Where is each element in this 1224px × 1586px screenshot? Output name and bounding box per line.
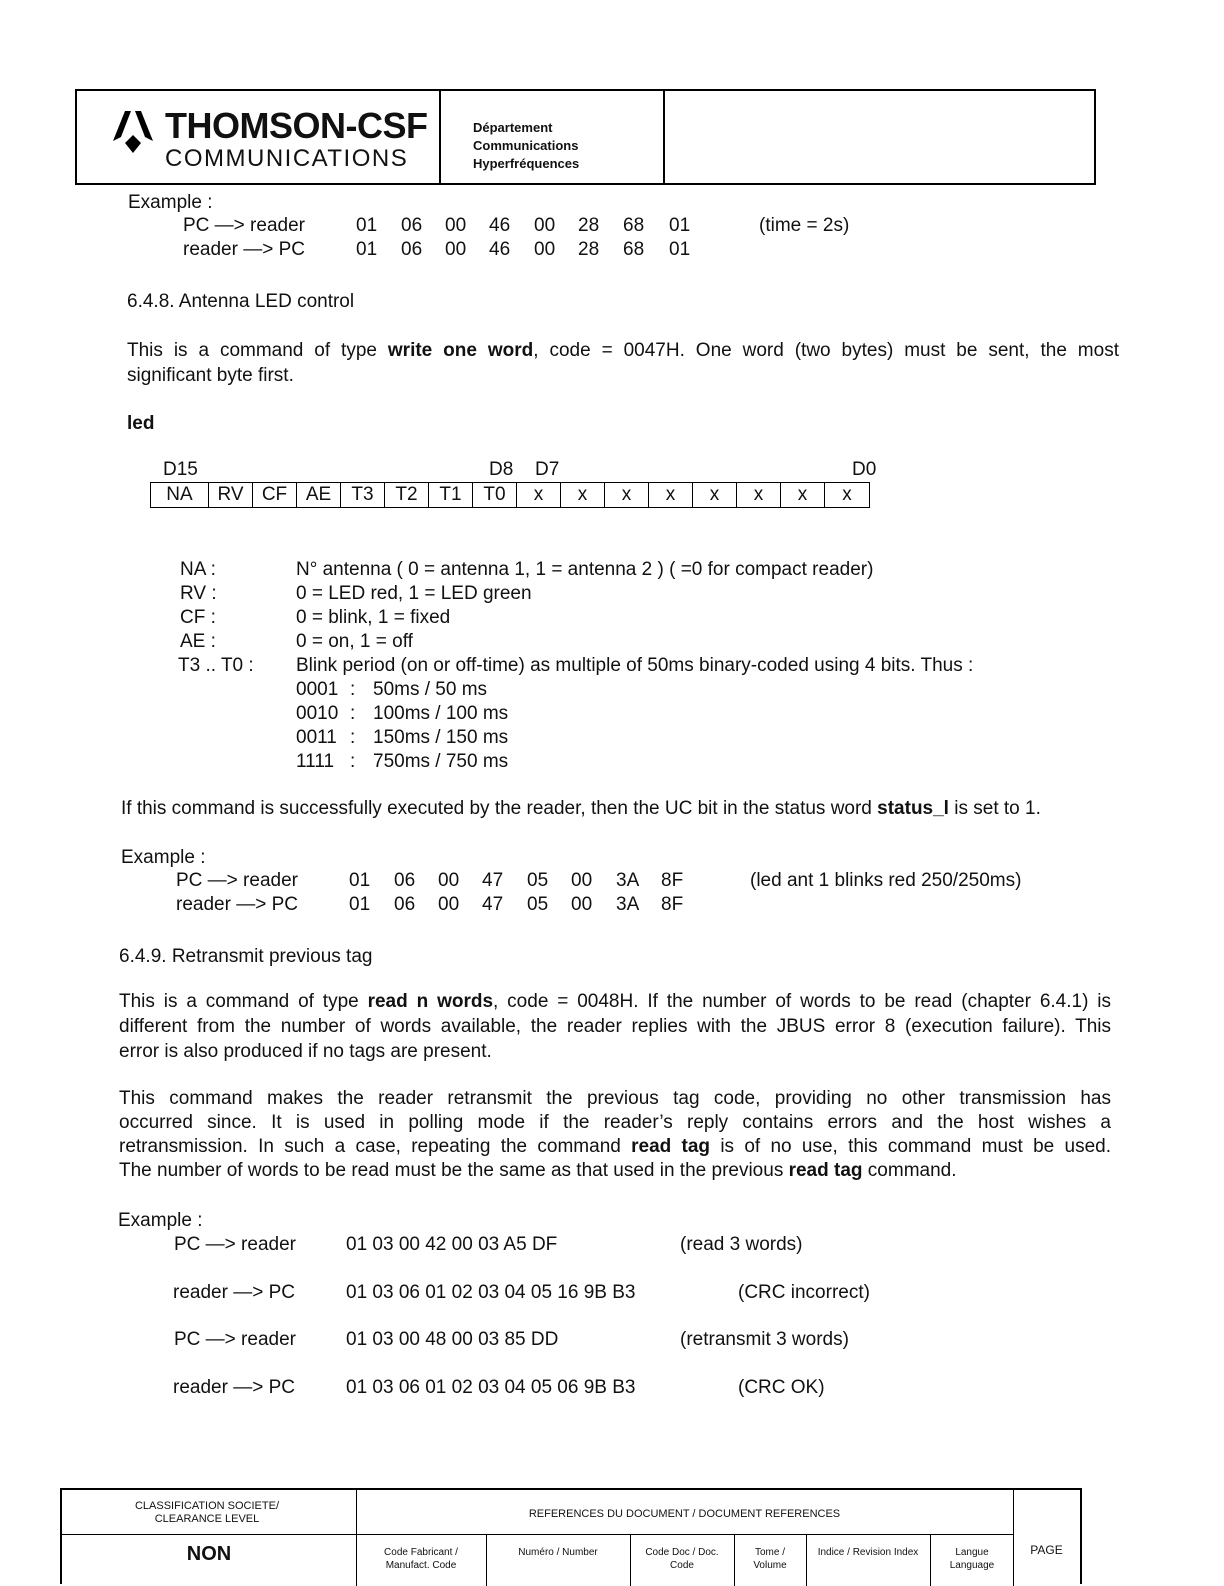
bit-cell: x: [693, 483, 737, 507]
text-run: is set to 1.: [948, 798, 1041, 819]
status-paragraph: [121, 797, 1041, 821]
led-bit-register: [150, 482, 870, 508]
paragraph-line: significant byte first.: [127, 365, 294, 386]
code-separator: :: [350, 679, 356, 700]
text-run: The number of words to be read must be the same as that used in the previous: [119, 1160, 789, 1181]
row-note: (time = 2s): [759, 215, 850, 236]
paragraph-line: [127, 339, 1119, 363]
hex-byte: 01: [669, 239, 691, 260]
example-label: Example :: [128, 192, 213, 213]
divider: [486, 1534, 487, 1586]
code-meaning: 50ms / 50 ms: [373, 679, 488, 700]
hex-byte: 01: [349, 894, 371, 915]
hex-byte: 68: [623, 215, 645, 236]
def-value: 0 = LED red, 1 = LED green: [296, 583, 532, 604]
department-block: [439, 91, 665, 183]
def-key: CF :: [180, 607, 216, 628]
classification-value: NON: [186, 1543, 232, 1565]
code-value: 1111: [296, 751, 335, 772]
bold-term: read n words: [367, 991, 494, 1012]
department-line: Département: [473, 120, 553, 135]
direction-label: reader —> PC: [173, 1377, 295, 1398]
direction-label: reader —> PC: [183, 239, 305, 260]
bold-term: status_l: [877, 798, 949, 819]
bit-label-d7: D7: [535, 459, 560, 480]
hex-byte: 46: [489, 215, 511, 236]
code-meaning: 100ms / 100 ms: [373, 703, 509, 724]
hex-byte: 68: [623, 239, 645, 260]
bit-label-d8: D8: [489, 459, 514, 480]
hex-byte: 00: [534, 215, 556, 236]
bit-cell: T2: [385, 483, 429, 507]
row-note: (retransmit 3 words): [680, 1329, 849, 1350]
example-label: Example :: [121, 847, 206, 868]
direction-label: PC —> reader: [183, 215, 305, 236]
hex-byte: 00: [438, 894, 460, 915]
hex-byte: 46: [489, 239, 511, 260]
hex-byte: 01: [356, 239, 378, 260]
example-label: Example :: [118, 1210, 203, 1231]
classification-label: CLASSIFICATION SOCIETE/ CLEARANCE LEVEL: [134, 1500, 280, 1525]
section-heading: 6.4.9. Retransmit previous tag: [119, 946, 373, 967]
hex-byte: 00: [445, 239, 467, 260]
code-separator: :: [350, 703, 356, 724]
hex-byte: 06: [401, 215, 423, 236]
hex-byte: 05: [527, 894, 549, 915]
hex-byte: 28: [578, 215, 600, 236]
text-run: This is a command of type: [127, 340, 388, 361]
divider: [930, 1534, 931, 1586]
paragraph-line: [119, 990, 1111, 1014]
ref-column-header: Indice / Revision Index: [817, 1547, 919, 1558]
hex-byte: 47: [482, 894, 504, 915]
direction-label: PC —> reader: [176, 870, 298, 891]
divider: [356, 1534, 1013, 1535]
logo-subtitle: COMMUNICATIONS: [165, 145, 409, 172]
hex-byte: 06: [401, 239, 423, 260]
text-run: This is a command of type: [119, 991, 368, 1012]
bit-cell: AE: [297, 483, 341, 507]
bit-cell: x: [605, 483, 649, 507]
thomson-logo-icon: [107, 107, 157, 157]
bit-label-d0: D0: [852, 459, 877, 480]
hex-byte: 00: [534, 239, 556, 260]
bit-cell: T3: [341, 483, 385, 507]
bit-cell: CF: [253, 483, 297, 507]
bit-label-d15: D15: [163, 459, 198, 480]
references-title: REFERENCES DU DOCUMENT / DOCUMENT REFERENCES: [528, 1508, 841, 1520]
text-run: command.: [862, 1160, 957, 1181]
hex-byte: 47: [482, 870, 504, 891]
section-heading: 6.4.8. Antenna LED control: [127, 291, 355, 312]
direction-label: PC —> reader: [174, 1329, 296, 1350]
row-note: (read 3 words): [680, 1234, 803, 1255]
bit-cell: T0: [473, 483, 517, 507]
code-value: 0010: [296, 703, 339, 724]
text-run: retransmission. In such a case, repeating the command: [119, 1136, 632, 1157]
def-value: 0 = blink, 1 = fixed: [296, 607, 451, 628]
hex-sequence: 01 03 00 48 00 03 85 DD: [346, 1329, 559, 1350]
bold-term: read tag: [631, 1136, 711, 1157]
paragraph-line: This command makes the reader retransmit the previous tag code, providing no other transmission has: [119, 1088, 1111, 1109]
bit-cell: x: [842, 484, 852, 505]
def-value: N° antenna ( 0 = antenna 1, 1 = antenna 2 ) ( =0 for compact reader): [296, 559, 874, 580]
paragraph-line: error is also produced if no tags are present.: [119, 1041, 492, 1062]
bit-cell: x: [781, 483, 825, 507]
def-value: 0 = on, 1 = off: [296, 631, 413, 652]
direction-label: PC —> reader: [174, 1234, 296, 1255]
hex-byte: 06: [394, 870, 416, 891]
divider: [62, 1534, 356, 1535]
logo-name: THOMSON-CSF: [165, 105, 428, 146]
hex-row: [176, 893, 1176, 917]
hex-byte: 06: [394, 894, 416, 915]
bold-term: write one word: [387, 340, 534, 361]
hex-byte: 8F: [661, 894, 684, 915]
page-label: PAGE: [1030, 1543, 1063, 1557]
document-footer: [60, 1488, 1082, 1584]
row-note: (CRC incorrect): [738, 1282, 870, 1303]
def-key: NA :: [180, 559, 216, 580]
text-run: , code = 0047H. One word (two bytes) must be sent, the most: [533, 340, 1119, 361]
code-meaning: 150ms / 150 ms: [373, 727, 509, 748]
hex-row: [183, 238, 1183, 262]
ref-column-header: Tome / Volume: [753, 1547, 787, 1571]
divider: [806, 1534, 807, 1586]
divider: [734, 1534, 735, 1586]
code-value: 0001: [296, 679, 339, 700]
paragraph-line: [119, 1135, 1111, 1159]
code-separator: :: [350, 751, 356, 772]
text-run: is of no use, this command must be used.: [710, 1136, 1111, 1157]
document-header: [75, 89, 1096, 185]
ref-column-header: Code Fabricant / Manufact. Code: [384, 1547, 458, 1571]
bit-cell: x: [517, 483, 561, 507]
code-value: 0011: [296, 727, 337, 748]
code-meaning: 750ms / 750 ms: [373, 751, 509, 772]
bit-cell: NA: [151, 483, 209, 507]
bit-position-labels: [0, 458, 1224, 482]
ref-column-header: Code Doc / Doc. Code: [645, 1547, 719, 1571]
register-name: led: [127, 413, 155, 434]
hex-row: [183, 214, 1183, 238]
hex-byte: 3A: [616, 894, 640, 915]
department-line: Communications: [473, 138, 579, 153]
def-key: RV :: [180, 583, 217, 604]
def-key: AE :: [180, 631, 216, 652]
def-key: T3 .. T0 :: [178, 655, 254, 676]
ref-column-header: Langue Language: [949, 1547, 995, 1571]
divider: [356, 1490, 357, 1586]
text-run: If this command is successfully executed by the reader, then the UC bit in the status word: [121, 798, 878, 819]
ref-column-header: Numéro / Number: [518, 1547, 598, 1558]
department-line: Hyperfréquences: [473, 156, 580, 171]
bold-term: read tag: [788, 1160, 863, 1181]
bit-cell: T1: [429, 483, 473, 507]
paragraph-line: [119, 1159, 957, 1183]
hex-byte: 01: [669, 215, 691, 236]
hex-byte: 00: [571, 870, 593, 891]
hex-byte: 3A: [616, 870, 640, 891]
code-separator: :: [350, 727, 356, 748]
row-note: (led ant 1 blinks red 250/250ms): [750, 870, 1022, 891]
bit-cell: x: [737, 483, 781, 507]
paragraph-line: occurred since. It is used in polling mode if the reader’s reply contains errors and the host wishes a: [119, 1112, 1111, 1133]
logo-block: [77, 91, 441, 183]
hex-sequence: 01 03 06 01 02 03 04 05 16 9B B3: [346, 1282, 636, 1303]
text-run: , code = 0048H. If the number of words to be read (chapter 6.4.1) is: [493, 991, 1111, 1012]
hex-row: [176, 869, 1176, 893]
hex-byte: 00: [571, 894, 593, 915]
direction-label: reader —> PC: [176, 894, 298, 915]
hex-byte: 01: [349, 870, 371, 891]
paragraph-line: different from the number of words available, the reader replies with the JBUS error 8 (execution failure). This: [119, 1016, 1111, 1037]
hex-byte: 01: [356, 215, 378, 236]
divider: [630, 1534, 631, 1586]
hex-sequence: 01 03 06 01 02 03 04 05 06 9B B3: [346, 1377, 636, 1398]
hex-sequence: 01 03 00 42 00 03 A5 DF: [346, 1234, 558, 1255]
row-note: (CRC OK): [738, 1377, 825, 1398]
bit-cell: RV: [209, 483, 253, 507]
hex-byte: 05: [527, 870, 549, 891]
divider: [1013, 1490, 1014, 1586]
hex-byte: 00: [445, 215, 467, 236]
hex-byte: 28: [578, 239, 600, 260]
def-value: Blink period (on or off-time) as multiple of 50ms binary-coded using 4 bits. Thus :: [296, 655, 974, 676]
bit-cell: x: [649, 483, 693, 507]
bit-cell: x: [561, 483, 605, 507]
hex-byte: 00: [438, 870, 460, 891]
direction-label: reader —> PC: [173, 1282, 295, 1303]
hex-byte: 8F: [661, 870, 684, 891]
